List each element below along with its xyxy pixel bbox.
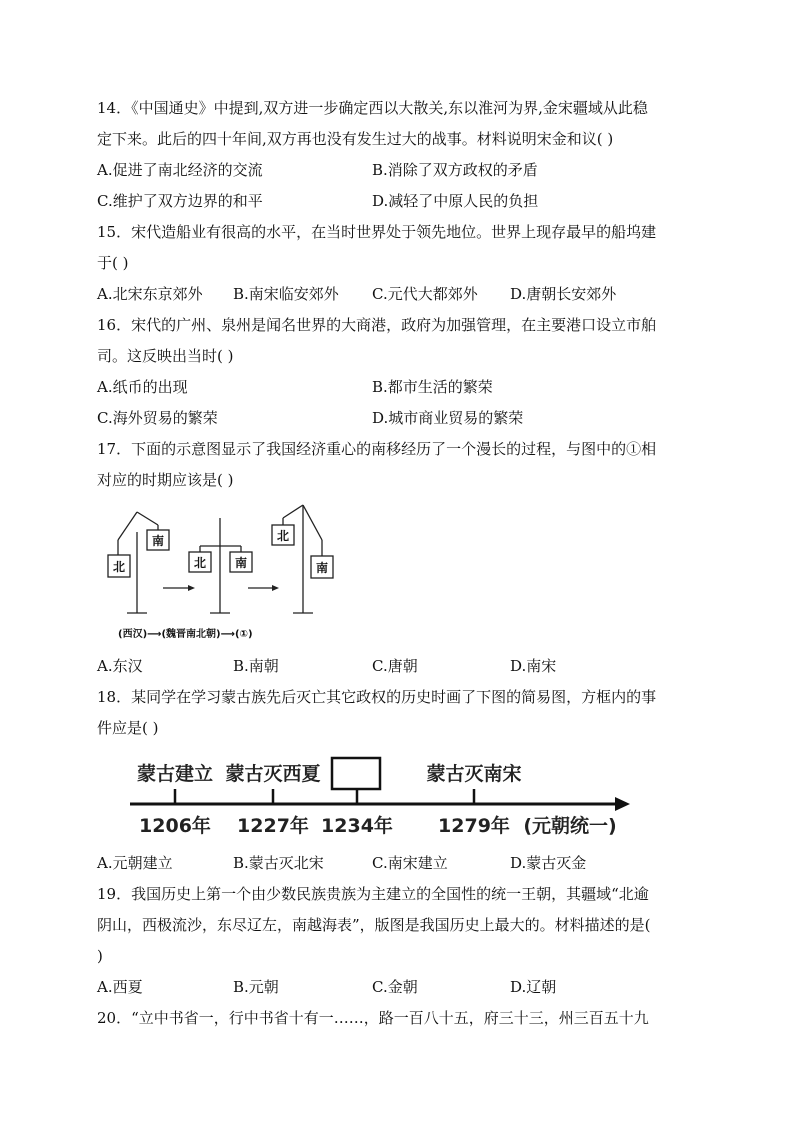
timeline-blank-box: [332, 758, 380, 789]
diagram-north-1: 北: [112, 560, 126, 574]
q14-option-c[interactable]: C.维护了双方边界的和平: [97, 192, 263, 210]
diagram-caption: (西汉)⟶(魏晋南北朝)⟶(①): [118, 629, 253, 640]
timeline-year-4: 1279年: [438, 815, 510, 837]
timeline-event-1: 蒙古建立: [136, 763, 214, 785]
timeline-event-4: 蒙古灭南宋: [426, 763, 522, 785]
q18-option-d[interactable]: D.蒙古灭金: [510, 854, 587, 872]
timeline-year-2: 1227年: [237, 815, 309, 837]
q16-option-d[interactable]: D.城市商业贸易的繁荣: [372, 409, 524, 427]
timeline-note: (元朝统一): [523, 815, 617, 837]
q18-option-b[interactable]: B.蒙古灭北宋: [233, 854, 324, 872]
q15-stem-line2: 于( ): [97, 254, 129, 272]
q19-option-d[interactable]: D.辽朝: [510, 978, 557, 996]
q16-stem-line2: 司。这反映出当时( ): [97, 347, 234, 365]
q19-option-b[interactable]: B.元朝: [233, 978, 279, 996]
q18-option-c[interactable]: C.南宋建立: [372, 854, 448, 872]
q19-stem-line3: ): [97, 947, 103, 965]
q14-stem-line1: 14．《中国通史》中提到,双方进一步确定西以大散关,东以淮河为界,金宋疆域从此稳: [97, 99, 648, 117]
diagram-south-3: 南: [315, 561, 329, 575]
diagram-north-2: 北: [193, 556, 207, 570]
q14-option-b[interactable]: B.消除了双方政权的矛盾: [372, 161, 538, 179]
economic-center-diagram: [100, 500, 350, 645]
q18-option-a[interactable]: A.元朝建立: [97, 854, 173, 872]
q18-stem-line1: 18．某同学在学习蒙古族先后灭亡其它政权的历史时画了下图的简易图，方框内的事: [97, 688, 657, 706]
q17-option-b[interactable]: B.南朝: [233, 657, 279, 675]
q14-option-a[interactable]: A.促进了南北经济的交流: [97, 161, 263, 179]
q17-option-a[interactable]: A.东汉: [97, 657, 143, 675]
q17-option-c[interactable]: C.唐朝: [372, 657, 418, 675]
diagram-south-1: 南: [151, 534, 165, 548]
q19-stem-line2: 阴山，西极流沙，东尽辽左，南越海表”，版图是我国历史上最大的。材料描述的是(: [97, 916, 651, 934]
q15-option-c[interactable]: C.元代大都郊外: [372, 285, 478, 303]
q16-option-b[interactable]: B.都市生活的繁荣: [372, 378, 493, 396]
q17-stem-line2: 对应的时期应该是( ): [97, 471, 234, 489]
timeline-year-1: 1206年: [139, 815, 211, 837]
q16-option-c[interactable]: C.海外贸易的繁荣: [97, 409, 218, 427]
q19-stem-line1: 19．我国历史上第一个由少数民族贵族为主建立的全国性的统一王朝，其疆域“北逾: [97, 885, 649, 903]
q18-stem-line2: 件应是( ): [97, 719, 159, 737]
q14-option-d[interactable]: D.减轻了中原人民的负担: [372, 192, 539, 210]
q14-stem-line2: 定下来。此后的四十年间,双方再也没有发生过大的战事。材料说明宋金和议( ): [97, 130, 614, 148]
q15-stem-line1: 15．宋代造船业有很高的水平，在当时世界处于领先地位。世界上现存最早的船坞建: [97, 223, 657, 241]
q16-stem-line1: 16．宋代的广州、泉州是闻名世界的大商港，政府为加强管理，在主要港口设立市舶: [97, 316, 657, 334]
q20-stem-line1: 20．“立中书省一，行中书省十有一……，路一百八十五，府三十三，州三百五十九: [97, 1009, 649, 1027]
q19-option-a[interactable]: A.西夏: [97, 978, 143, 996]
q15-option-a[interactable]: A.北宋东京郊外: [97, 285, 203, 303]
q15-option-b[interactable]: B.南宋临安郊外: [233, 285, 339, 303]
q15-option-d[interactable]: D.唐朝长安郊外: [510, 285, 617, 303]
q16-option-a[interactable]: A.纸币的出现: [97, 378, 188, 396]
mongol-timeline: [125, 752, 635, 842]
q17-option-d[interactable]: D.南宋: [510, 657, 557, 675]
diagram-south-2: 南: [234, 556, 248, 570]
q19-option-c[interactable]: C.金朝: [372, 978, 418, 996]
q17-stem-line1: 17．下面的示意图显示了我国经济重心的南移经历了一个漫长的过程，与图中的①相: [97, 440, 657, 458]
timeline-event-2: 蒙古灭西夏: [225, 763, 321, 785]
timeline-year-3: 1234年: [321, 815, 393, 837]
diagram-north-3: 北: [276, 529, 290, 543]
